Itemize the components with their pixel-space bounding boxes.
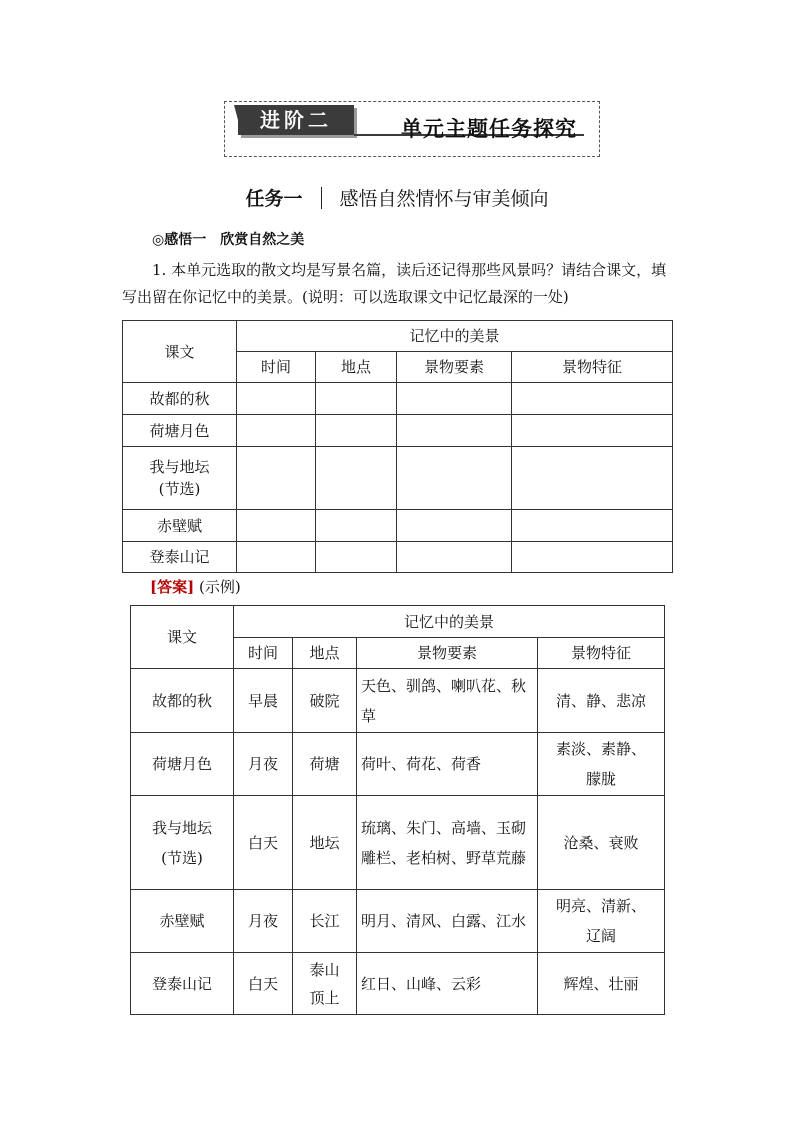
text-cell: 故都的秋 [123, 383, 237, 415]
task-title: 感悟自然情怀与审美倾向 [339, 188, 549, 210]
section-prefix: ◎感悟一 [152, 232, 207, 248]
place-cell: 荷塘 [293, 733, 357, 796]
answer-label [150, 576, 241, 597]
section-heading [152, 229, 304, 249]
elements-cell: 红日、山峰、云彩 [357, 953, 538, 1015]
blank-cell[interactable] [237, 415, 316, 447]
blank-cell[interactable] [512, 510, 673, 542]
time-cell: 月夜 [234, 890, 293, 953]
header-time: 时间 [234, 638, 293, 669]
table-row [131, 953, 665, 1015]
elements-cell: 明月、清风、白露、江水 [357, 890, 538, 953]
blank-cell[interactable] [237, 383, 316, 415]
task-label: 任务一 [245, 188, 303, 210]
table-row [123, 510, 673, 542]
features-cell: 素淡、素静、朦胧 [538, 733, 665, 796]
task-heading [0, 184, 794, 211]
blank-cell[interactable] [397, 383, 512, 415]
blank-cell[interactable] [512, 383, 673, 415]
blank-cell[interactable] [237, 542, 316, 573]
task-separator [321, 187, 322, 209]
header-features: 景物特征 [512, 352, 673, 383]
time-cell: 白天 [234, 796, 293, 890]
text-cell: 故都的秋 [131, 669, 234, 733]
blank-cell[interactable] [316, 510, 397, 542]
table-row [123, 542, 673, 573]
blank-cell[interactable] [397, 510, 512, 542]
elements-cell: 琉璃、朱门、高墙、玉砌雕栏、老柏树、野草荒藤 [357, 796, 538, 890]
table-row [131, 733, 665, 796]
blank-cell[interactable] [316, 447, 397, 510]
header-group: 记忆中的美景 [234, 606, 665, 638]
text-cell: 荷塘月色 [131, 733, 234, 796]
header-text: 课文 [131, 606, 234, 669]
place-cell: 长江 [293, 890, 357, 953]
header-features: 景物特征 [538, 638, 665, 669]
blank-cell[interactable] [397, 542, 512, 573]
blank-cell[interactable] [397, 447, 512, 510]
table-row [123, 447, 673, 510]
header-elements: 景物要素 [357, 638, 538, 669]
banner-tab: 进阶二 [238, 105, 354, 135]
table-row [123, 415, 673, 447]
table-row [123, 383, 673, 415]
features-cell: 沧桑、衰败 [538, 796, 665, 890]
text-cell: 赤壁赋 [123, 510, 237, 542]
header-place: 地点 [316, 352, 397, 383]
table-row [131, 890, 665, 953]
header-elements: 景物要素 [397, 352, 512, 383]
text-cell: 我与地坛(节选) [131, 796, 234, 890]
blank-cell[interactable] [397, 415, 512, 447]
header-text: 课文 [123, 321, 237, 383]
blank-cell[interactable] [316, 542, 397, 573]
features-cell: 清、静、悲凉 [538, 669, 665, 733]
section-banner [224, 101, 600, 157]
question-text: 1. 本单元选取的散文均是写景名篇，读后还记得那些风景吗？请结合课文，填写出留在你记忆中的美景。(说明：可以选取课文中记忆最深的一处) [122, 261, 667, 306]
time-cell: 白天 [234, 953, 293, 1015]
time-cell: 月夜 [234, 733, 293, 796]
text-cell: 登泰山记 [131, 953, 234, 1015]
elements-cell: 荷叶、荷花、荷香 [357, 733, 538, 796]
text-cell: 我与地坛(节选) [123, 447, 237, 510]
answer-tag: [答案] [150, 578, 195, 596]
header-group: 记忆中的美景 [237, 321, 673, 352]
features-cell: 明亮、清新、辽阔 [538, 890, 665, 953]
header-place: 地点 [293, 638, 357, 669]
blank-cell[interactable] [512, 447, 673, 510]
header-time: 时间 [237, 352, 316, 383]
section-title: 欣赏自然之美 [220, 232, 305, 248]
place-cell: 地坛 [293, 796, 357, 890]
blank-cell[interactable] [512, 542, 673, 573]
blank-table [122, 320, 673, 573]
place-cell: 泰山顶上 [293, 953, 357, 1015]
table-row [131, 796, 665, 890]
blank-cell[interactable] [237, 447, 316, 510]
place-cell: 破院 [293, 669, 357, 733]
text-cell: 登泰山记 [123, 542, 237, 573]
table-row [131, 669, 665, 733]
blank-cell[interactable] [512, 415, 673, 447]
answer-table [130, 605, 665, 1015]
text-cell: 赤壁赋 [131, 890, 234, 953]
blank-cell[interactable] [316, 415, 397, 447]
features-cell: 辉煌、壮丽 [538, 953, 665, 1015]
answer-note: (示例) [198, 578, 241, 596]
text-cell: 荷塘月色 [123, 415, 237, 447]
elements-cell: 天色、驯鸽、喇叭花、秋草 [357, 669, 538, 733]
time-cell: 早晨 [234, 669, 293, 733]
banner-title: 单元主题任务探究 [401, 117, 577, 141]
blank-cell[interactable] [237, 510, 316, 542]
blank-cell[interactable] [316, 383, 397, 415]
